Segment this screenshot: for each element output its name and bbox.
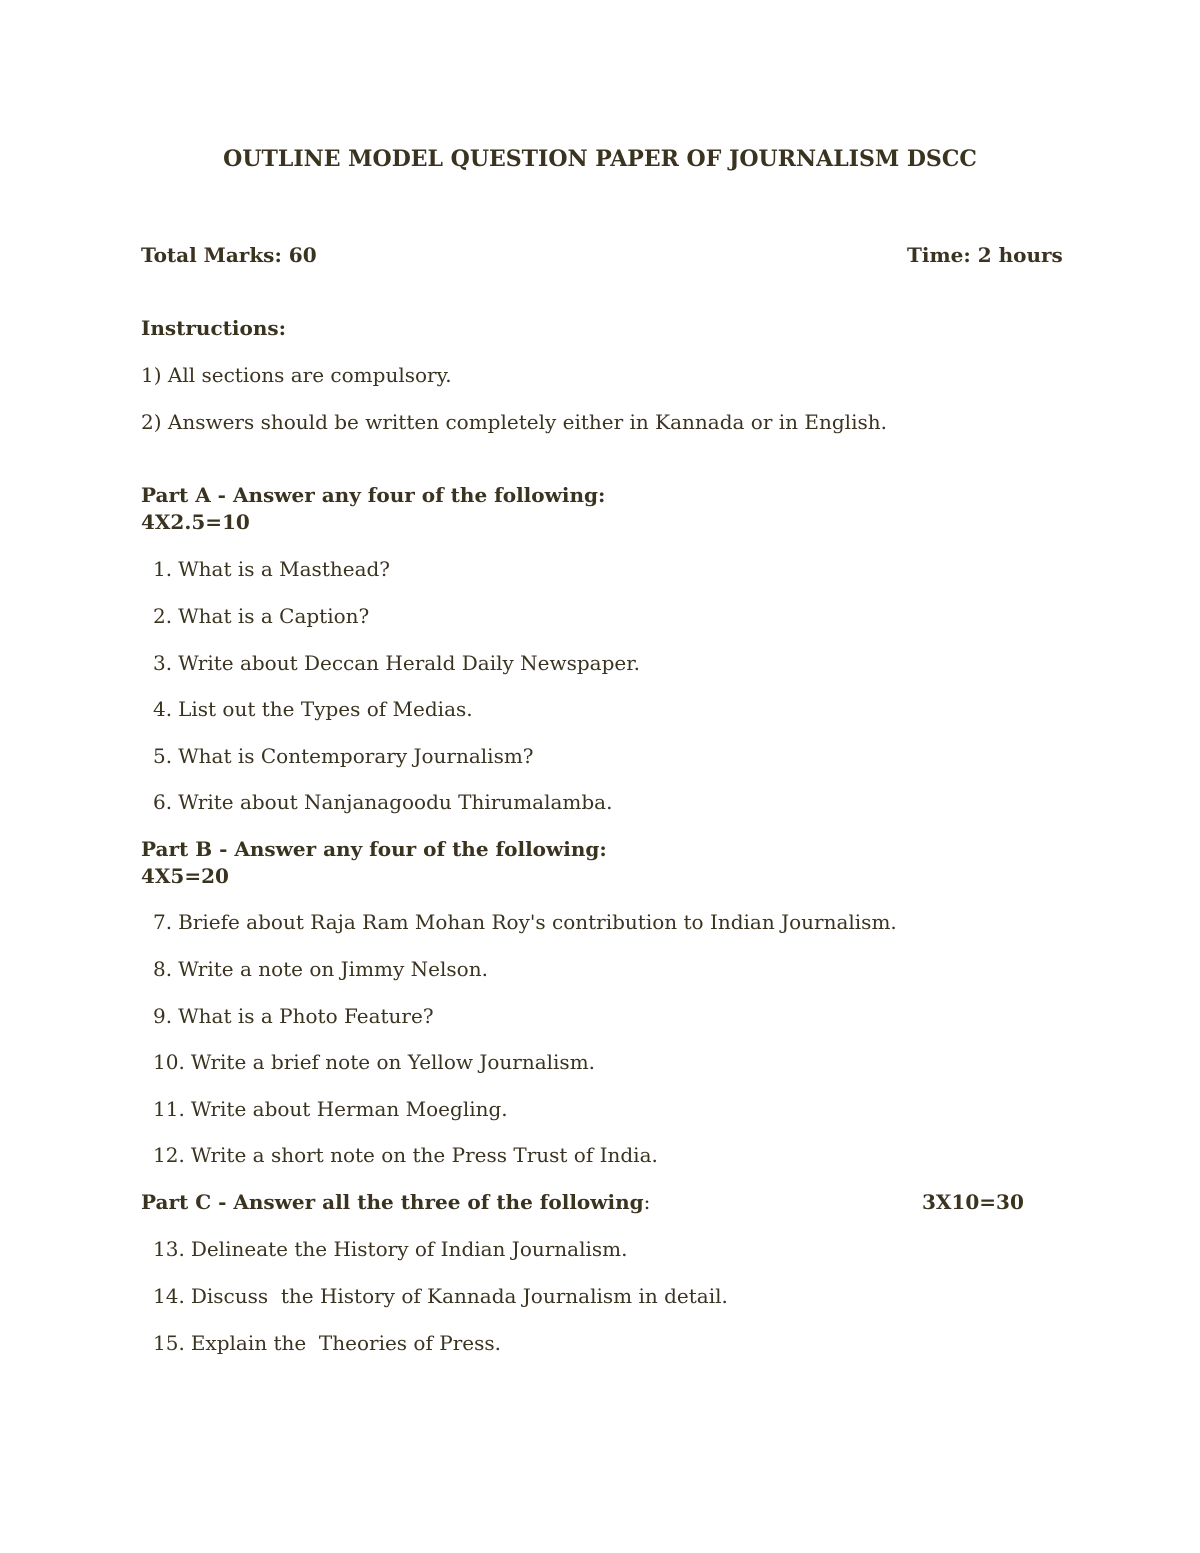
question-text: Write a short note on the Press Trust of India. [190,1143,658,1167]
question-text: What is a Photo Feature? [178,1004,434,1028]
question-item [153,1143,658,1167]
part-b-heading: Part B - Answer any four of the following: [141,837,607,861]
question-item [153,651,640,675]
question-number: 1. [153,557,173,581]
instruction-item: 1) All sections are compulsory. [141,363,452,387]
question-item [153,697,473,721]
question-number: 7. [153,910,173,934]
total-marks: Total Marks: 60 [141,243,317,267]
question-number: 10. [153,1050,185,1074]
instruction-item: 2) Answers should be written completely either in Kannada or in English. [141,410,887,434]
question-item [153,557,390,581]
question-number: 5. [153,744,173,768]
question-item [153,1097,508,1121]
question-text: Explain the Theories of Press. [190,1331,501,1355]
part-a-marks: 4X2.5=10 [141,510,250,534]
question-text: What is Contemporary Journalism? [178,744,534,768]
question-number: 12. [153,1143,185,1167]
question-number: 8. [153,957,173,981]
question-item [153,790,612,814]
question-text: Briefe about Raja Ram Mohan Roy's contribution to Indian Journalism. [178,910,897,934]
question-text: What is a Masthead? [178,557,391,581]
page-title: OUTLINE MODEL QUESTION PAPER OF JOURNALISM DSCC [223,146,977,172]
question-number: 13. [153,1237,185,1261]
question-number: 15. [153,1331,185,1355]
part-a-heading: Part A - Answer any four of the following: [141,483,606,507]
question-number: 6. [153,790,173,814]
question-item [153,1237,627,1261]
question-text: List out the Types of Medias. [178,697,473,721]
question-text: Write about Deccan Herald Daily Newspaper. [178,651,640,675]
question-item [153,1004,434,1028]
question-text: Discuss the History of Kannada Journalism in detail. [190,1284,728,1308]
question-number: 2. [153,604,173,628]
part-c-heading: Part C - Answer all the three of the following [141,1190,644,1214]
part-c-heading-line [141,1190,650,1214]
part-c-marks: 3X10=30 [922,1190,1024,1214]
question-text: Write a note on Jimmy Nelson. [178,957,488,981]
part-c-colon: : [643,1190,651,1214]
question-text: Write about Herman Moegling. [190,1097,508,1121]
question-item [153,957,488,981]
question-item [153,744,534,768]
question-number: 4. [153,697,173,721]
question-text: Write a brief note on Yellow Journalism. [190,1050,596,1074]
question-text: Write about Nanjanagoodu Thirumalamba. [178,790,613,814]
question-number: 14. [153,1284,185,1308]
question-number: 3. [153,651,173,675]
question-text: What is a Caption? [178,604,370,628]
instructions-heading: Instructions: [141,316,287,340]
exam-time: Time: 2 hours [907,243,1063,267]
question-number: 11. [153,1097,185,1121]
question-item [153,1284,728,1308]
question-item [153,1050,595,1074]
question-item [153,604,369,628]
question-number: 9. [153,1004,173,1028]
question-item [153,1331,501,1355]
question-item [153,910,897,934]
question-text: Delineate the History of Indian Journalism. [190,1237,628,1261]
part-b-marks: 4X5=20 [141,864,229,888]
